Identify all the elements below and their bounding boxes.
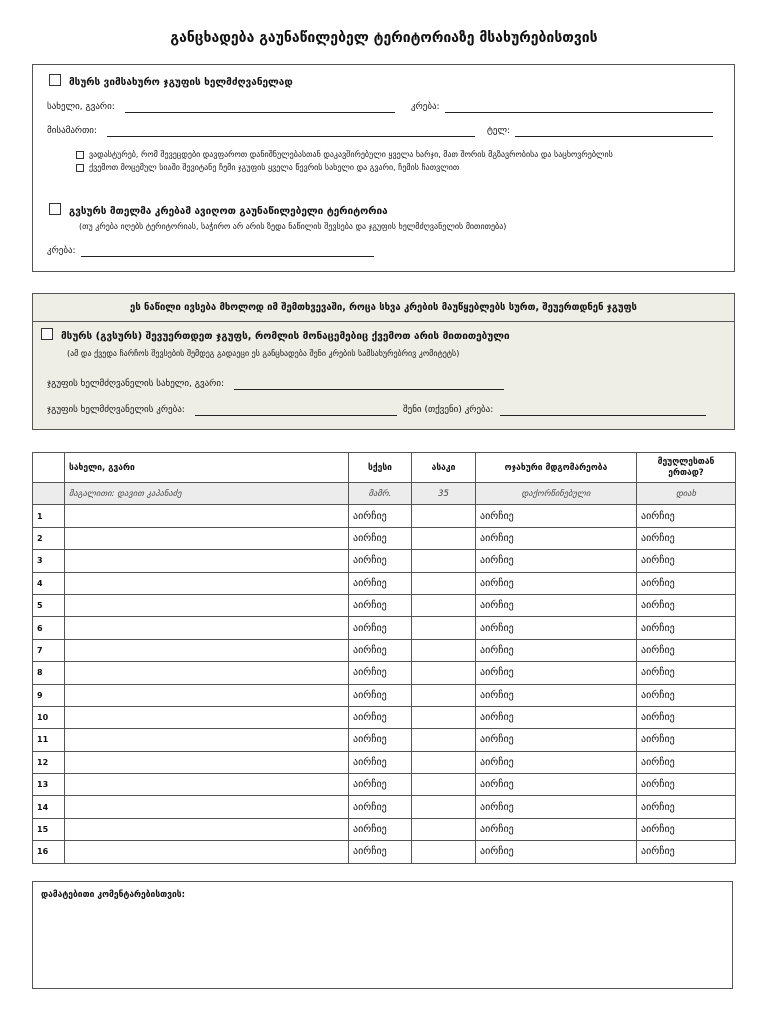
leader-congregation-label: ჯგუფის ხელმძღვანელის კრება:: [47, 405, 185, 415]
age-cell[interactable]: [412, 706, 476, 728]
row-number: 11: [33, 729, 65, 751]
table-row: [33, 572, 736, 594]
spouse-select[interactable]: აირჩიე: [637, 662, 736, 684]
row-number: 1: [33, 505, 65, 527]
table-row: [33, 639, 736, 661]
leader-congregation-field[interactable]: [195, 415, 397, 416]
example-marital: დაქორწინებული: [476, 483, 637, 505]
age-cell[interactable]: [412, 684, 476, 706]
gender-select[interactable]: აირჩიე: [349, 684, 412, 706]
table-row: [33, 706, 736, 728]
marital-select[interactable]: აირჩიე: [476, 572, 637, 594]
whole-congregation-note: (თუ კრება იღებს ტერიტორიას, საჭირო არ არის ზედა ნაწილის შევსება და ჯგუფის ხელმძღვანელის მითითება): [79, 222, 507, 231]
marital-select[interactable]: აირჩიე: [476, 617, 637, 639]
age-cell[interactable]: [412, 841, 476, 863]
congregation2-label: კრება:: [47, 246, 76, 256]
spouse-select[interactable]: აირჩიე: [637, 617, 736, 639]
join-section-header: ეს ნაწილი ივსება მხოლოდ იმ შემთხვევაში, როცა სხვა კრების მაუწყებლებს სურთ, შეუერთდნენ ჯგუფს: [33, 294, 734, 322]
age-cell[interactable]: [412, 729, 476, 751]
column-header-marital: ოჯახური მდგომარეობა: [476, 453, 637, 483]
leader-name-field[interactable]: [234, 389, 504, 390]
table-row: [33, 796, 736, 818]
name-cell[interactable]: [65, 527, 349, 549]
age-cell[interactable]: [412, 818, 476, 840]
name-cell[interactable]: [65, 818, 349, 840]
column-header-number: [33, 453, 65, 483]
age-cell[interactable]: [412, 774, 476, 796]
row-number: 14: [33, 796, 65, 818]
leader-checkbox[interactable]: [49, 74, 61, 86]
table-row: [33, 550, 736, 572]
members-label: ქვემოთ მოცემულ სიაში შევიტანე ჩემი ჯგუფის ყველა წევრის სახელი და გვარი, ჩემის ჩათვლით: [89, 163, 460, 172]
spouse-select[interactable]: აირჩიე: [637, 751, 736, 773]
row-number: 13: [33, 774, 65, 796]
gender-select[interactable]: აირჩიე: [349, 841, 412, 863]
marital-select[interactable]: აირჩიე: [476, 684, 637, 706]
row-number: 3: [33, 550, 65, 572]
marital-select[interactable]: აირჩიე: [476, 729, 637, 751]
spouse-select[interactable]: აირჩიე: [637, 639, 736, 661]
age-cell[interactable]: [412, 639, 476, 661]
address-field[interactable]: [107, 136, 475, 137]
spouse-select[interactable]: აირჩიე: [637, 818, 736, 840]
comments-box[interactable]: [32, 881, 733, 989]
example-row: [33, 483, 736, 505]
marital-select[interactable]: აირჩიე: [476, 594, 637, 616]
page-title: განცხადება გაუნაწილებელ ტერიტორიაზე მსახურებისთვის: [170, 30, 598, 46]
table-row: [33, 527, 736, 549]
join-group-label: მსურს (გვსურს) შევუერთდეთ ჯგუფს, რომლის მონაცემებიც ქვემოთ არის მითითებული: [61, 331, 510, 342]
congregation-field[interactable]: [445, 112, 713, 113]
phone-label: ტელ:: [487, 126, 511, 136]
address-label: მისამართი:: [47, 126, 97, 136]
column-header-age: ასაკი: [412, 453, 476, 483]
age-cell[interactable]: [412, 505, 476, 527]
leader-name-label: ჯგუფის ხელმძღვანელის სახელი, გვარი:: [47, 379, 225, 389]
your-congregation-label: შენი (თქვენი) კრება:: [403, 405, 494, 415]
name-cell[interactable]: [65, 684, 349, 706]
table-row: [33, 751, 736, 773]
gender-select[interactable]: აირჩიე: [349, 796, 412, 818]
table-row: [33, 729, 736, 751]
gender-select[interactable]: აირჩიე: [349, 505, 412, 527]
gender-select[interactable]: აირჩიე: [349, 617, 412, 639]
age-cell[interactable]: [412, 662, 476, 684]
gender-select[interactable]: აირჩიე: [349, 818, 412, 840]
gender-select[interactable]: აირჩიე: [349, 774, 412, 796]
gender-select[interactable]: აირჩიე: [349, 639, 412, 661]
whole-congregation-label: გვსურს მთელმა კრებამ ავიღოთ გაუნაწილებელი ტერიტორია: [69, 206, 388, 217]
table-row: [33, 594, 736, 616]
row-number: 2: [33, 527, 65, 549]
marital-select[interactable]: აირჩიე: [476, 774, 637, 796]
table-row: [33, 617, 736, 639]
age-cell[interactable]: [412, 796, 476, 818]
name-cell[interactable]: [65, 505, 349, 527]
table-row: [33, 662, 736, 684]
name-cell[interactable]: [65, 751, 349, 773]
join-group-checkbox[interactable]: [41, 328, 53, 340]
spouse-select[interactable]: აირჩიე: [637, 684, 736, 706]
example-spouse: დიახ: [637, 483, 736, 505]
example-cell: [33, 483, 65, 505]
spouse-select[interactable]: აირჩიე: [637, 796, 736, 818]
name-field[interactable]: [125, 112, 395, 113]
age-cell[interactable]: [412, 617, 476, 639]
row-number: 6: [33, 617, 65, 639]
join-group-note: (ამ და ქვედა ჩარჩოს შევსების შემდეგ გადაეცი ეს განცხადება შენი კრების სამსახურებრივ კომიტეტს): [67, 349, 460, 358]
row-number: 8: [33, 662, 65, 684]
age-cell[interactable]: [412, 550, 476, 572]
spouse-select[interactable]: აირჩიე: [637, 527, 736, 549]
marital-select[interactable]: აირჩიე: [476, 796, 637, 818]
marital-select[interactable]: აირჩიე: [476, 505, 637, 527]
spouse-select[interactable]: აირჩიე: [637, 550, 736, 572]
age-cell[interactable]: [412, 751, 476, 773]
table-row: [33, 505, 736, 527]
name-cell[interactable]: [65, 572, 349, 594]
gender-select[interactable]: აირჩიე: [349, 751, 412, 773]
table-row: [33, 841, 736, 863]
name-cell[interactable]: [65, 796, 349, 818]
name-cell[interactable]: [65, 639, 349, 661]
leader-section: [32, 64, 735, 272]
spouse-select[interactable]: აირჩიე: [637, 572, 736, 594]
name-cell[interactable]: [65, 729, 349, 751]
gender-select[interactable]: აირჩიე: [349, 594, 412, 616]
marital-select[interactable]: აირჩიე: [476, 841, 637, 863]
members-table: [32, 452, 736, 864]
name-cell[interactable]: [65, 706, 349, 728]
members-checkbox[interactable]: [76, 164, 84, 172]
gender-select[interactable]: აირჩიე: [349, 706, 412, 728]
row-number: 9: [33, 684, 65, 706]
gender-select[interactable]: აირჩიე: [349, 729, 412, 751]
comments-label: დამატებითი კომენტარებისთვის:: [41, 890, 186, 900]
row-number: 4: [33, 572, 65, 594]
join-group-section: [32, 293, 735, 430]
name-label: სახელი, გვარი:: [47, 102, 115, 112]
expenses-checkbox[interactable]: [76, 151, 84, 159]
congregation-label: კრება:: [411, 102, 440, 112]
age-cell[interactable]: [412, 527, 476, 549]
row-number: 5: [33, 594, 65, 616]
name-cell[interactable]: [65, 662, 349, 684]
row-number: 16: [33, 841, 65, 863]
column-header-name: სახელი, გვარი: [65, 453, 349, 483]
marital-select[interactable]: აირჩიე: [476, 527, 637, 549]
name-cell[interactable]: [65, 594, 349, 616]
table-row: [33, 818, 736, 840]
name-cell[interactable]: [65, 774, 349, 796]
marital-select[interactable]: აირჩიე: [476, 818, 637, 840]
name-cell[interactable]: [65, 550, 349, 572]
whole-congregation-checkbox[interactable]: [49, 203, 61, 215]
row-number: 10: [33, 706, 65, 728]
age-cell[interactable]: [412, 594, 476, 616]
gender-select[interactable]: აირჩიე: [349, 527, 412, 549]
age-cell[interactable]: [412, 572, 476, 594]
table-row: [33, 684, 736, 706]
phone-field[interactable]: [515, 136, 713, 137]
row-number: 7: [33, 639, 65, 661]
spouse-select[interactable]: აირჩიე: [637, 505, 736, 527]
congregation2-field[interactable]: [81, 256, 374, 257]
leader-option-label: მსურს ვიმსახურო ჯგუფის ხელმძღვანელად: [69, 77, 293, 88]
marital-select[interactable]: აირჩიე: [476, 639, 637, 661]
column-header-gender: სქესი: [349, 453, 412, 483]
marital-select[interactable]: აირჩიე: [476, 662, 637, 684]
name-cell[interactable]: [65, 617, 349, 639]
row-number: 15: [33, 818, 65, 840]
expenses-label: ვადასტურებ, რომ შევეცდები დავფაროთ დანიშნულებასთან დაკავშირებული ყველა ხარჯი, მათ შორის მგზავრობისა და საცხოვრებლის: [89, 150, 613, 159]
table-header-row: [33, 453, 736, 483]
column-header-with-spouse: მეუღლესთან ერთად?: [637, 453, 736, 483]
spouse-select[interactable]: აირჩიე: [637, 774, 736, 796]
your-congregation-field[interactable]: [500, 415, 706, 416]
spouse-select[interactable]: აირჩიე: [637, 594, 736, 616]
example-age: 35: [412, 483, 476, 505]
gender-select[interactable]: აირჩიე: [349, 550, 412, 572]
table-row: [33, 774, 736, 796]
example-gender: მამრ.: [349, 483, 412, 505]
gender-select[interactable]: აირჩიე: [349, 662, 412, 684]
marital-select[interactable]: აირჩიე: [476, 550, 637, 572]
row-number: 12: [33, 751, 65, 773]
marital-select[interactable]: აირჩიე: [476, 751, 637, 773]
example-name: მაგალითი: დავით კაპანაძე: [65, 483, 349, 505]
spouse-select[interactable]: აირჩიე: [637, 841, 736, 863]
gender-select[interactable]: აირჩიე: [349, 572, 412, 594]
spouse-select[interactable]: აირჩიე: [637, 729, 736, 751]
spouse-select[interactable]: აირჩიე: [637, 706, 736, 728]
name-cell[interactable]: [65, 841, 349, 863]
marital-select[interactable]: აირჩიე: [476, 706, 637, 728]
